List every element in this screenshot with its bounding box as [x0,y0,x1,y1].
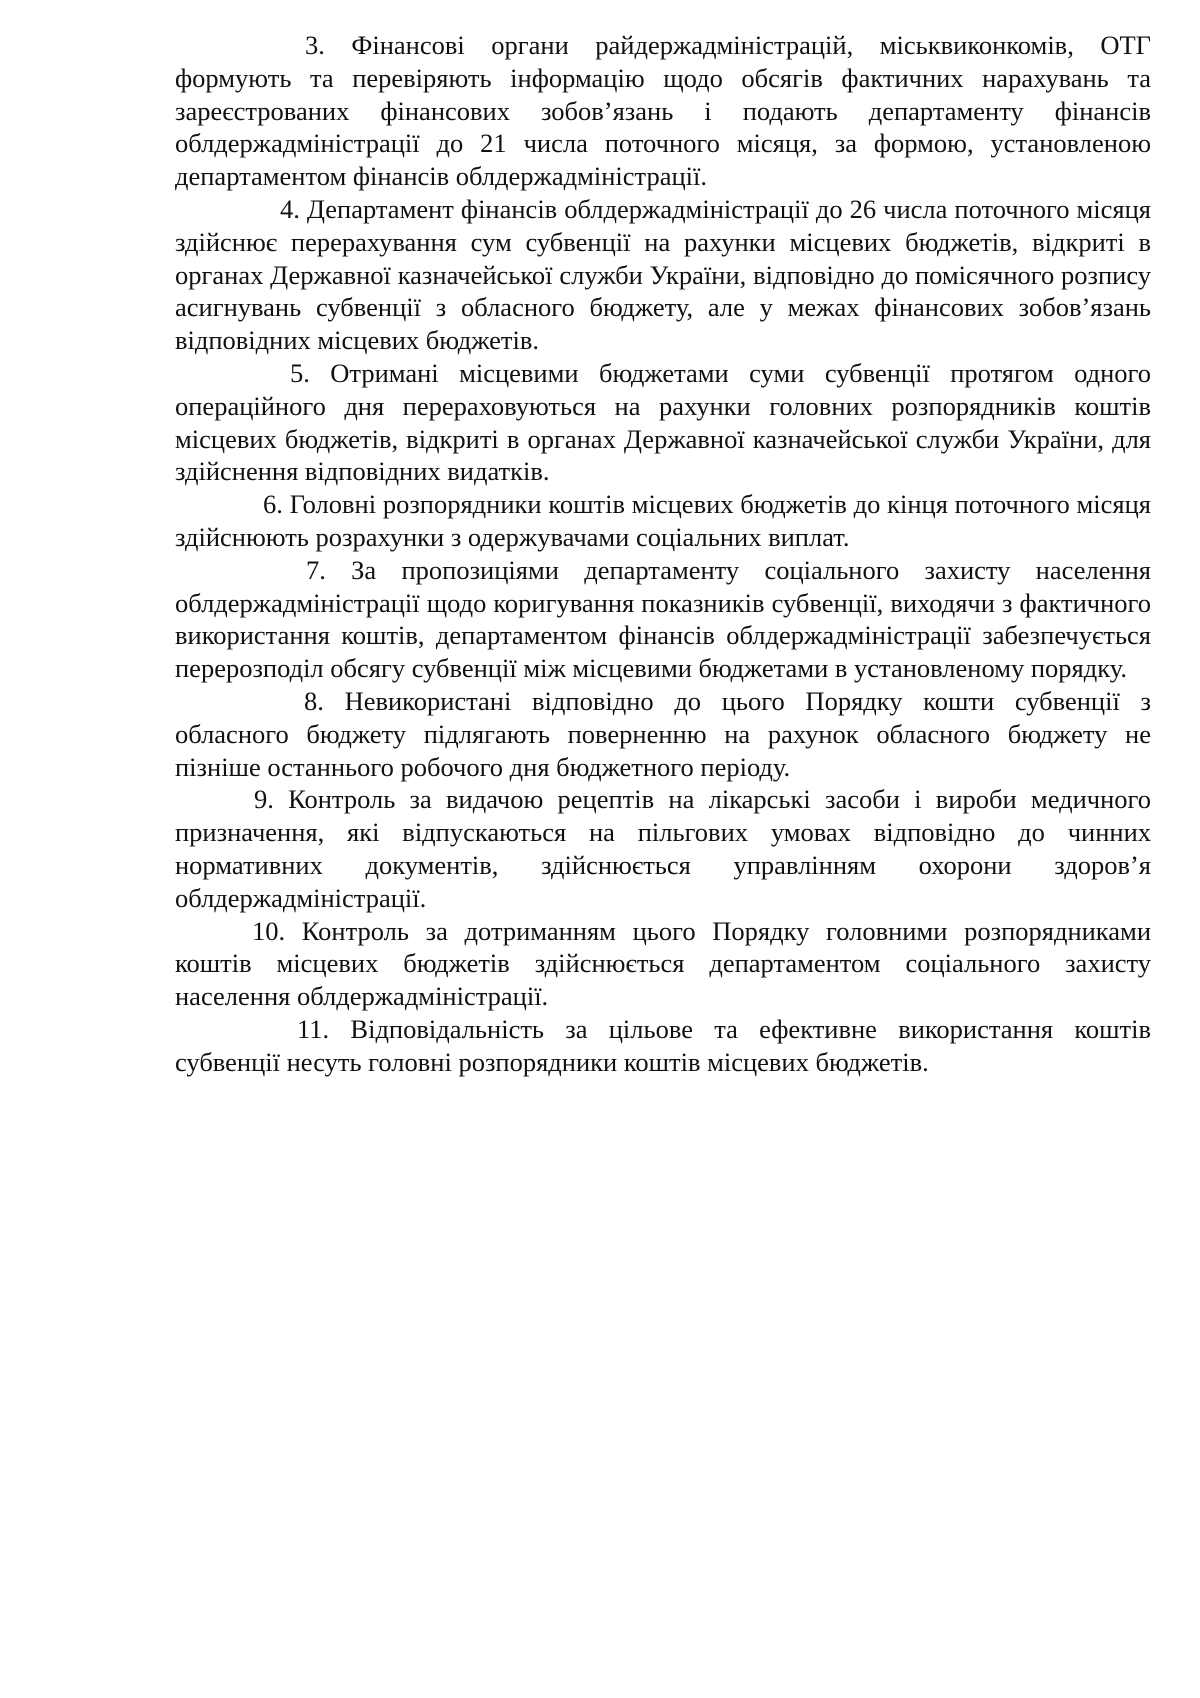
paragraph-3: 3. Фінансові органи райдержадміністрацій, міськвиконкомів, ОТГ формують та перевіряють інформацію щодо обсягів фактичних нарахувань та зареєстрованих фінансових зобов’язань і подають департаменту фінансів облдержадміністрації до 21 числа поточного місяця, за формою, установленою департаментом фінансів облдержадміністрації. [175,30,1151,192]
paragraph-6: 6. Головні розпорядники коштів місцевих бюджетів до кінця поточного місяця здійснюють розрахунки з одержувачами соціальних виплат. [175,489,1151,552]
paragraph-10: 10. Контроль за дотриманням цього Порядку головними розпорядниками коштів місцевих бюджетів здійснюється департаментом соціального захисту населення облдержадміністрації. [175,915,1151,1012]
paragraph-5: 5. Отримані місцевими бюджетами суми субвенції протягом одного операційного дня перераховуються на рахунки головних розпорядників коштів місцевих бюджетів, відкриті в органах Державної казначейської служби України, для здійснення відповідних видатків. [175,357,1151,487]
paragraph-7: 7. За пропозиціями департаменту соціального захисту населення облдержадміністрації щодо коригування показників субвенції, виходячи з фактичного використання коштів, департаментом фінансів облдержадміністрації забезпечується перерозподіл обсягу субвенції між місцевими бюджетами в установленому порядку. [175,554,1151,684]
paragraph-9: 9. Контроль за видачою рецептів на лікарські засоби і вироби медичного призначення, які відпускаються на пільгових умовах відповідно до чинних нормативних документів, здійснюється управлінням охорони здоров’я облдержадміністрації. [175,784,1151,913]
document-body [175,29,1151,1079]
paragraph-11: 11. Відповідальність за цільове та ефективне використання коштів субвенції несуть головні розпорядники коштів місцевих бюджетів. [175,1013,1151,1077]
paragraph-8: 8. Невикористані відповідно до цього Порядку кошти субвенції з обласного бюджету підлягають поверненню на рахунок обласного бюджету не пізніше останнього робочого дня бюджетного періоду. [175,685,1151,782]
paragraph-4: 4. Департамент фінансів облдержадміністрації до 26 числа поточного місяця здійснює перерахування сум субвенції на рахунки місцевих бюджетів, відкриті в органах Державної казначейської служби України, відповідно до помісячного розпису асигнувань субвенції з обласного бюджету, але у межах фінансових зобов’язань відповідних місцевих бюджетів. [175,193,1151,356]
